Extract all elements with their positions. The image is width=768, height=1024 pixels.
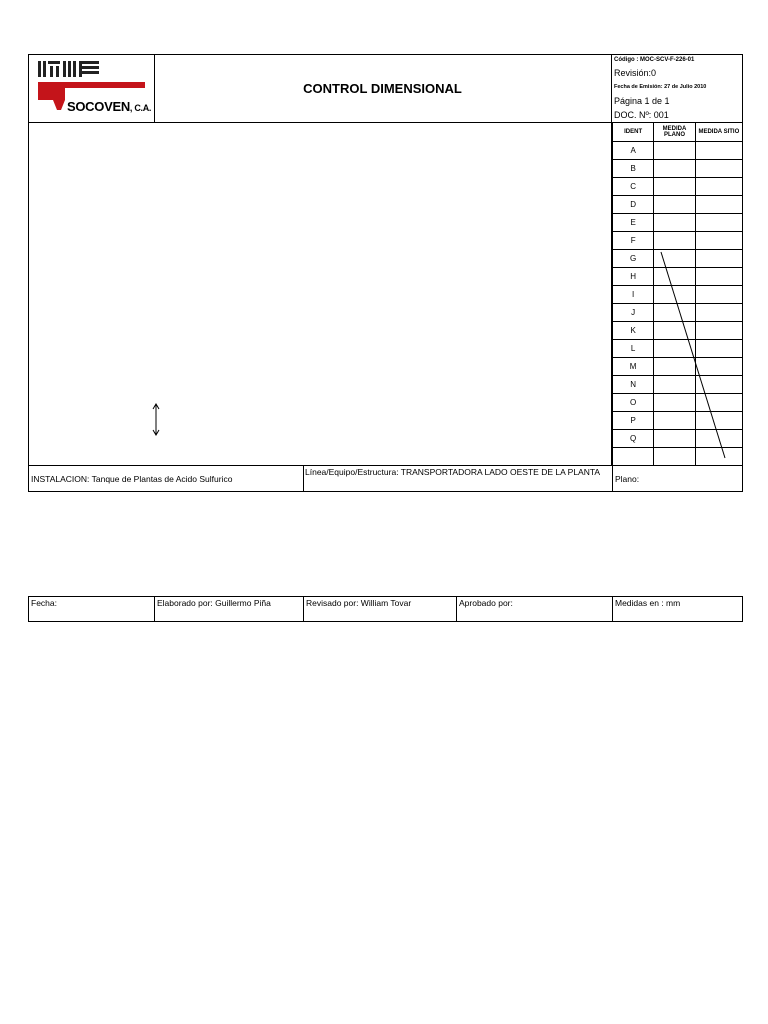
- document-info: [611, 54, 743, 123]
- instalacion-label: INSTALACION: Tanque de Plantas de Acido Sulfurico: [31, 473, 233, 484]
- ident-cell: P: [613, 412, 654, 430]
- aprobado-cell: [457, 597, 613, 621]
- revisado-cell: [304, 597, 457, 621]
- ident-cell: D: [613, 196, 654, 214]
- medidas-label: Medidas en : mm: [615, 598, 681, 608]
- linea-cell: [303, 466, 613, 491]
- diagonal-strike-line: [612, 122, 743, 466]
- medida-sitio-header: MEDIDA SITIO: [695, 123, 742, 142]
- fecha-label: Fecha:: [31, 598, 57, 608]
- ident-cell: H: [613, 268, 654, 286]
- ident-cell: L: [613, 340, 654, 358]
- company-suffix: C.A.: [134, 103, 152, 113]
- pagina-label: Página 1 de 1: [614, 96, 670, 106]
- elaborado-cell: [155, 597, 304, 621]
- ident-header: IDENT: [613, 123, 654, 142]
- installation-row: [28, 466, 743, 492]
- linea-label: Línea/Equipo/Estructura: TRANSPORTADORA LADO OESTE DE LA PLANTA: [305, 467, 601, 477]
- revisado-label: Revisado por: William Tovar: [306, 598, 412, 608]
- company-name: SOCOVEN: [67, 99, 130, 114]
- plano-cell: [613, 466, 743, 491]
- ident-cell: E: [613, 214, 654, 232]
- double-arrow-icon: [149, 402, 163, 438]
- fecha-emision-label: Fecha de Emisión: 27 de Julio 2010: [614, 84, 707, 90]
- instalacion-cell: [29, 466, 304, 491]
- signatures-row: [28, 596, 743, 622]
- doc-number-label: DOC. Nº: 001: [614, 110, 669, 120]
- ident-cell: M: [613, 358, 654, 376]
- plano-label: Plano:: [615, 473, 640, 484]
- ident-cell: C: [613, 178, 654, 196]
- fecha-cell: [29, 597, 155, 621]
- ident-cell: I: [613, 286, 654, 304]
- ident-cell: N: [613, 376, 654, 394]
- medidas-cell: [613, 597, 742, 621]
- document-title: [154, 54, 612, 123]
- company-logo: SOCOVEN, C.A.: [28, 54, 155, 123]
- page-title: CONTROL DIMENSIONAL: [303, 81, 462, 96]
- ident-cell: G: [613, 250, 654, 268]
- ident-cell: F: [613, 232, 654, 250]
- medida-plano-header: MEDIDA PLANO: [654, 123, 695, 142]
- ident-cell: J: [613, 304, 654, 322]
- ident-cell: B: [613, 160, 654, 178]
- aprobado-label: Aprobado por:: [459, 598, 513, 608]
- elaborado-label: Elaborado por: Guillermo Piña: [157, 598, 271, 608]
- revision-label: Revisión:0: [614, 68, 657, 78]
- drawing-area: [28, 122, 612, 466]
- ident-cell: K: [613, 322, 654, 340]
- ident-cell: O: [613, 394, 654, 412]
- codigo-label: Código : MOC-SCV-F-226-01: [614, 57, 695, 63]
- ident-cell: A: [613, 142, 654, 160]
- ident-cell: Q: [613, 430, 654, 448]
